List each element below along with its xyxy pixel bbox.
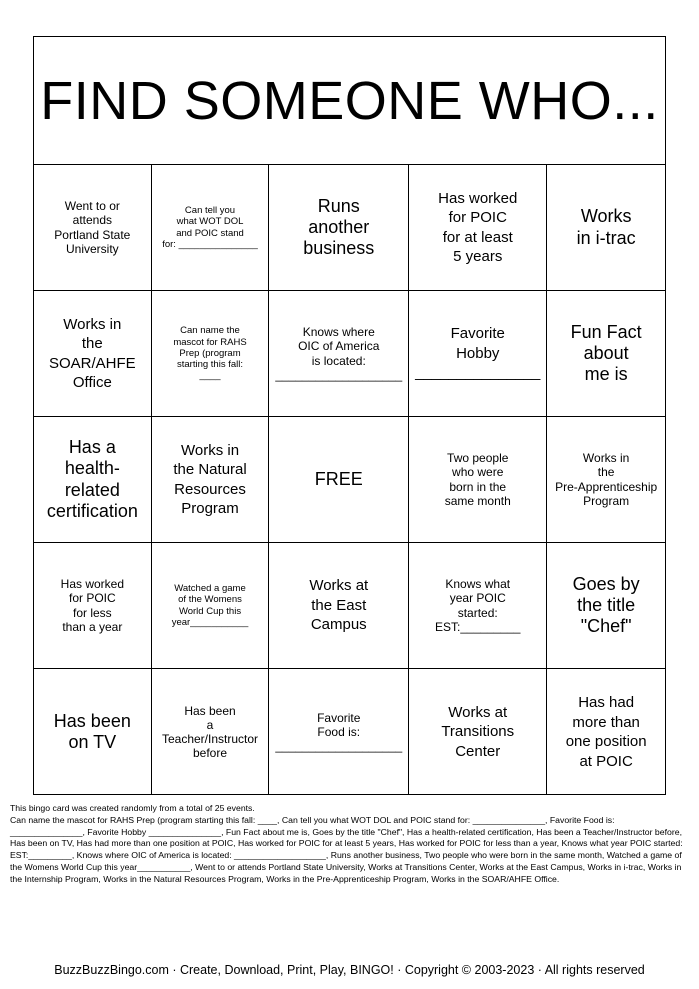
bingo-cell: Fun Fact about me is bbox=[547, 291, 665, 417]
bingo-cell: Watched a game of the Womens World Cup this year___________ bbox=[152, 543, 270, 669]
bingo-cell: Works at Transitions Center bbox=[409, 669, 547, 795]
bingo-cell: Has worked for POIC for less than a year bbox=[34, 543, 152, 669]
bingo-cell: Runs another business bbox=[269, 165, 409, 291]
bingo-cell: Favorite Food is: ___________________ bbox=[269, 669, 409, 795]
bingo-cell: Has been on TV bbox=[34, 669, 152, 795]
bingo-cell: Works in i-trac bbox=[547, 165, 665, 291]
bingo-cell: Works at the East Campus bbox=[269, 543, 409, 669]
note-intro: This bingo card was created randomly from a total of 25 events. bbox=[10, 803, 255, 813]
bingo-cell: Has worked for POIC for at least 5 years bbox=[409, 165, 547, 291]
bingo-cell: Can name the mascot for RAHS Prep (program starting this fall: ____ bbox=[152, 291, 270, 417]
bingo-card bbox=[33, 36, 666, 795]
bingo-cell: Went to or attends Portland State University bbox=[34, 165, 152, 291]
bingo-cell: Has a health-related certification bbox=[34, 417, 152, 543]
bingo-cell: Works in the Natural Resources Program bbox=[152, 417, 270, 543]
footer-copyright: BuzzBuzzBingo.com · Create, Download, Print, Play, BINGO! · Copyright © 2003-2023 · All rights reserved bbox=[54, 963, 645, 977]
bingo-cell: Has had more than one position at POIC bbox=[565, 694, 647, 770]
bingo-grid bbox=[34, 165, 665, 795]
card-title: FIND SOMEONE WHO... bbox=[34, 37, 665, 165]
note-event-list: Can name the mascot for RAHS Prep (program starting this fall: ____, Can tell you what WOT DOL and POIC stand for: _______________, Favorite Food is: _______________, Favorite Hobby _______________, Fun Fact about me is, Goes by the title "Chef", Has a health-related certification, Has been a Teacher/Instructor before, Has been on TV, Has had more than one position at POIC, Has worked for POIC for at least 5 years, Has worked for POIC for less than a year, Knows what year POIC started: EST:_________, Knows where OIC of America is located: ___________________, Runs another business, Two people who were born in the same month, Watched a game of the Womens World Cup this year___________, Went to or attends Portland State University, Works at Transitions Center, Works at the East Campus, Works in i-trac, Works in the Internship Program, Works in the Natural Resources Program, Works in the Pre-Apprenticeship Program, Works in the SOAR/AHFE Office. bbox=[10, 814, 683, 884]
bingo-cell: Goes by the title "Chef" bbox=[547, 543, 665, 669]
bingo-cell: Favorite Hobby _______________ bbox=[409, 291, 547, 417]
bingo-cell: Two people who were born in the same month bbox=[409, 417, 547, 543]
bingo-cell: Knows where OIC of America is located: ___________________ bbox=[269, 291, 409, 417]
free-space-cell: FREE bbox=[269, 417, 409, 543]
bingo-cell: Works in the Pre-Apprenticeship Program bbox=[547, 417, 665, 543]
bingo-cell: Can tell you what WOT DOL and POIC stand for: _______________ bbox=[152, 165, 270, 291]
bingo-cell: Works in the SOAR/AHFE Office bbox=[34, 291, 152, 417]
bingo-cell: Knows what year POIC started: EST:_________ bbox=[409, 543, 547, 669]
bingo-cell: Has been a Teacher/Instructor before bbox=[152, 669, 270, 795]
event-list-note bbox=[10, 803, 690, 886]
